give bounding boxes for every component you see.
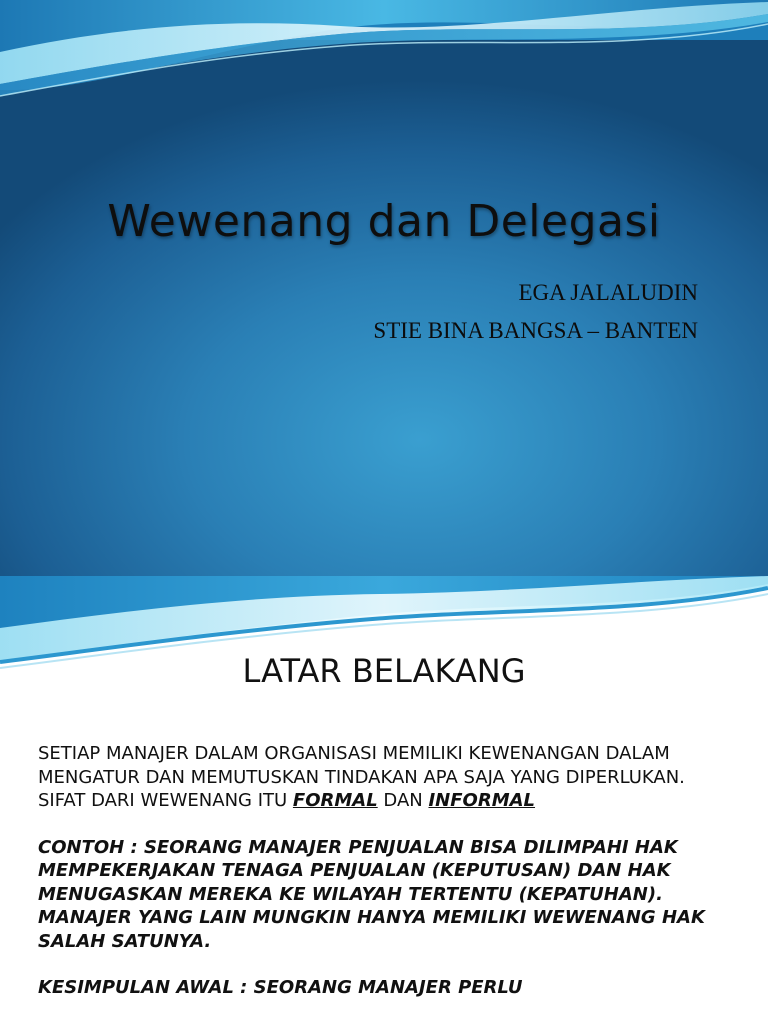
informal-term: INFORMAL <box>428 790 536 811</box>
example-paragraph: CONTOH : SEORANG MANAJER PENJUALAN BISA DILIMPAHI HAK MEMPEKERJAKAN TENAGA PENJUALAN (KEPUTUSAN) DAN HAK MENUGASKAN MEREKA KE WILAYAH TERTENTU (KEPATUHAN). MANAJER YANG LAIN MUNGKIN HANYA MEMILIKI WEWENANG HAK SALAH SATUNYA. <box>38 836 705 952</box>
sifat-prefix: SIFAT DARI WEWENANG ITU <box>38 790 293 811</box>
slide-heading: LATAR BELAKANG <box>242 652 526 690</box>
intro-paragraph: SETIAP MANAJER DALAM ORGANISASI MEMILIKI KEWENANGAN DALAM MENGATUR DAN MEMUTUSKAN TINDAKAN APA SAJA YANG DIPERLUKAN. <box>38 743 685 788</box>
slide-title: Wewenang dan Delegasi <box>107 196 661 247</box>
sifat-conjunction: DAN <box>377 790 429 811</box>
author-name: EGA JALALUDIN <box>518 280 698 305</box>
institution-name: STIE BINA BANGSA – BANTEN <box>373 318 698 343</box>
sifat-line <box>38 789 738 813</box>
formal-term: FORMAL <box>292 790 378 811</box>
conclusion-paragraph: KESIMPULAN AWAL : SEORANG MANAJER PERLU <box>38 977 523 998</box>
slide-body <box>38 742 738 1000</box>
content-slide <box>0 576 768 1024</box>
